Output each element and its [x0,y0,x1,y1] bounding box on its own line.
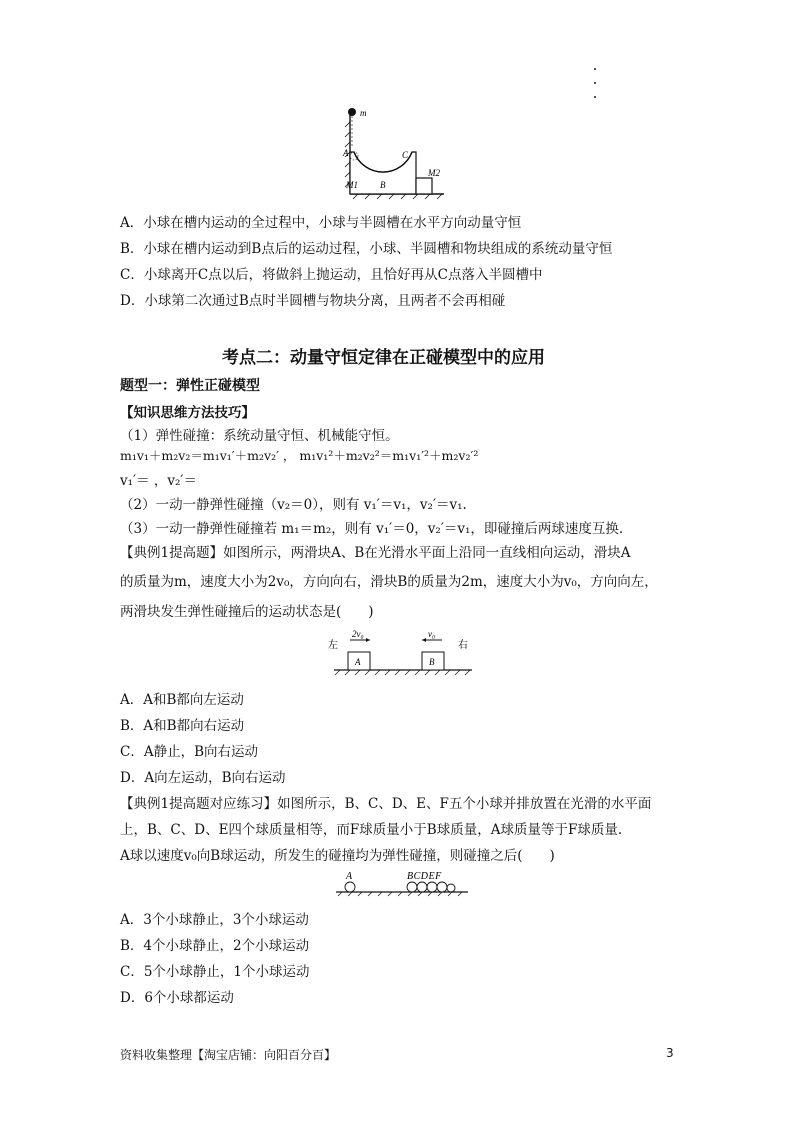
q1-option-c: C．小球离开C点以后，将做斜上抛运动，且恰好再从C点落入半圆槽中 [120,267,543,283]
knowledge-eq1: m₁v₁＋m₂v₂＝m₁v₁′＋m₂v₂′ ， m₁v₁²＋m₂v₂²＝m₁v₁′²＋m₂v₂′² [120,448,479,463]
q1-option-b: B．小球在槽内运动到B点后的运动过程，小球、半圆槽和物块组成的系统动量守恒 [120,241,613,257]
example1-option-b: B．A和B都向右运动 [120,718,245,734]
label-B: B [380,180,386,190]
label-m: m [360,108,367,118]
label-right: 右 [458,640,468,651]
ball [348,108,356,116]
block-A-label: A [355,657,361,667]
example1-option-c: C．A静止，B向右运动 [120,744,258,760]
page-number: 3 [666,1046,674,1060]
example1-line1: 【典例1提高题】如图所示，两滑块A、B在光滑水平面上沿同一直线相向运动，滑块A [120,545,631,561]
example1-option-a: A．A和B都向左运动 [120,692,244,708]
example2-option-d: D．6个小球都运动 [120,990,234,1006]
knowledge-p2: （2）一动一静弹性碰撞（v₂＝0），则有 v₁′＝v₁，v₂′＝v₁. [120,497,467,513]
example2-option-a: A．3个小球静止，3个小球运动 [120,912,309,928]
example2-line3: A球以速度v₀向B球运动，所发生的碰撞均为弹性碰撞，则碰撞之后( ) [120,848,555,864]
block-B-label: B [429,657,435,667]
example1-line3: 两滑块发生弹性碰撞后的运动状态是( ) [120,604,374,620]
type-title: 题型一：弹性正碰模型 [120,378,260,394]
example2-line1: 【典例1提高题对应练习】如图所示，B、C、D、E、F五个小球并排放置在光滑的水平面 [120,796,652,812]
label-vA: 2v₀ [352,629,364,639]
example2-option-b: B．4个小球静止，2个小球运动 [120,938,310,954]
example1-line2: 的质量为m，速度大小为2v₀，方向向右，滑块B的质量为2m，速度大小为v₀，方向向左， [120,574,658,590]
q1-option-d: D．小球第二次通过B点时半圆槽与物块分离，且两者不会再相碰 [120,293,506,309]
example2-line2: 上，B、C、D、E四个球质量相等，而F球质量小于B球质量，A球质量等于F球质量. [120,822,623,838]
section-title: 考点二：动量守恒定律在正碰模型中的应用 [222,348,545,368]
ball-A-label: A [346,871,353,882]
knowledge-title: 【知识思维方法技巧】 [120,405,255,421]
label-M2: M2 [428,168,440,178]
decorative-dots [594,68,596,110]
half-pipe-figure [336,104,456,200]
sliders-figure [326,626,476,676]
example2-option-c: C．5个小球静止，1个小球运动 [120,964,310,980]
q1-option-a: A．小球在槽内运动的全过程中，小球与半圆槽在水平方向动量守恒 [120,215,522,231]
balls-figure [332,868,472,898]
footer-text: 资料收集整理【淘宝店铺：向阳百分百】 [120,1048,337,1062]
label-left: 左 [328,640,338,651]
label-C: C [402,150,409,160]
label-M1: M1 [346,180,358,190]
knowledge-p3: （3）一动一静弹性碰撞若 m₁＝m₂，则有 v₁′＝0，v₂′＝v₁，即碰撞后两球速度互换. [120,521,624,537]
label-A: A [343,148,349,158]
knowledge-eq2: v₁′＝ ，v₂′＝ [120,473,197,489]
example1-option-d: D．A向左运动，B向右运动 [120,770,286,786]
balls-label: BCDEF [407,871,442,882]
knowledge-p1: （1）弹性碰撞：系统动量守恒、机械能守恒。 [120,428,399,444]
label-vB: v₀ [428,629,436,639]
